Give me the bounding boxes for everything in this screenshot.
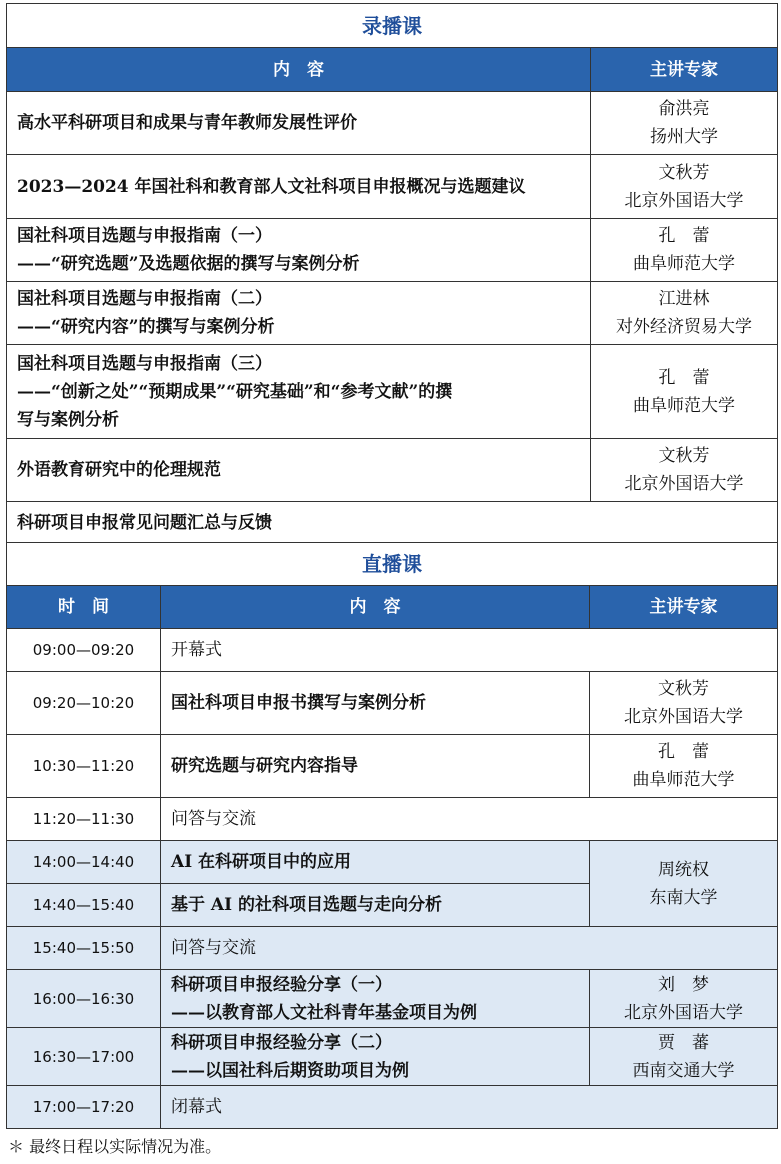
content-line: ——“研究内容”的撰写与案例分析 bbox=[17, 317, 275, 337]
speaker-cell bbox=[591, 282, 778, 345]
content-line: 国社科项目选题与申报指南（三） bbox=[17, 353, 272, 374]
speaker-cell bbox=[591, 92, 778, 155]
table-row bbox=[7, 155, 778, 219]
time-cell: 16:00—16:30 bbox=[7, 970, 161, 1028]
speaker-name: 周统权 bbox=[658, 859, 709, 880]
content-line: 写与案例分析 bbox=[17, 409, 119, 430]
table-row bbox=[7, 629, 778, 672]
speaker-cell bbox=[590, 1028, 778, 1086]
course-content bbox=[7, 92, 591, 155]
content-line: 科研项目申报经验分享（一） bbox=[171, 974, 392, 995]
time-cell: 09:00—09:20 bbox=[7, 629, 161, 672]
recorded-table bbox=[6, 3, 778, 544]
table-row bbox=[7, 970, 778, 1028]
table-row bbox=[7, 439, 778, 502]
time-cell: 15:40—15:50 bbox=[7, 927, 161, 970]
content-line: ——“创新之处”“预期成果”“研究基础”和“参考文献”的撰 bbox=[17, 381, 453, 402]
time-header: 时 间 bbox=[7, 586, 161, 629]
speaker-affiliation: 曲阜师范大学 bbox=[632, 770, 735, 790]
speaker-affiliation: 西南交通大学 bbox=[632, 1060, 735, 1081]
session-content: 问答与交流 bbox=[161, 798, 778, 841]
speaker-name: 刘 梦 bbox=[658, 974, 709, 995]
content-line: ——以教育部人文社科青年基金项目为例 bbox=[171, 1002, 477, 1023]
content-line: 科研项目申报经验分享（二） bbox=[171, 1032, 392, 1053]
speaker-name: 文秋芳 bbox=[658, 446, 710, 466]
time-cell: 09:20—10:20 bbox=[7, 672, 161, 735]
content-header: 内 容 bbox=[161, 586, 590, 629]
session-content bbox=[161, 735, 590, 798]
session-content: 问答与交流 bbox=[161, 927, 778, 970]
table-row bbox=[7, 735, 778, 798]
speaker-name: 孔 蕾 bbox=[658, 226, 710, 246]
content-line: AI 在科研项目中的应用 bbox=[171, 852, 352, 872]
content-line: 国社科项目选题与申报指南（一） bbox=[17, 226, 272, 246]
time-cell: 10:30—11:20 bbox=[7, 735, 161, 798]
time-cell: 16:30—17:00 bbox=[7, 1028, 161, 1086]
session-content bbox=[161, 841, 590, 884]
speaker-affiliation: 北京外国语大学 bbox=[624, 190, 744, 211]
speaker-name: 江进林 bbox=[658, 289, 710, 309]
session-content: 闭幕式 bbox=[161, 1086, 778, 1129]
speaker-affiliation: 对外经济贸易大学 bbox=[616, 317, 752, 337]
table-row bbox=[7, 798, 778, 841]
time-cell: 11:20—11:30 bbox=[7, 798, 161, 841]
time-cell: 14:00—14:40 bbox=[7, 841, 161, 884]
content-line: 外语教育研究中的伦理规范 bbox=[17, 460, 221, 480]
table-row bbox=[7, 927, 778, 970]
session-content bbox=[161, 1028, 590, 1086]
speaker-name: 贾 蕃 bbox=[658, 1032, 709, 1053]
content-line: 2023—2024 年国社科和教育部人文社科项目申报概况与选题建议 bbox=[17, 176, 526, 197]
content-line: 高水平科研项目和成果与青年教师发展性评价 bbox=[17, 113, 357, 133]
session-content bbox=[161, 884, 590, 927]
table-row bbox=[7, 282, 778, 345]
speaker-cell bbox=[590, 970, 778, 1028]
content-line: 科研项目申报常见问题汇总与反馈 bbox=[17, 512, 272, 533]
table-row bbox=[7, 345, 778, 439]
live-table bbox=[6, 542, 778, 1129]
speaker-affiliation: 曲阜师范大学 bbox=[633, 254, 735, 274]
live-section-title: 直播课 bbox=[7, 543, 778, 586]
content-line: ——以国社科后期资助项目为例 bbox=[171, 1060, 409, 1081]
speaker-affiliation: 北京外国语大学 bbox=[624, 1002, 743, 1023]
course-content bbox=[7, 155, 591, 219]
time-cell: 14:40—15:40 bbox=[7, 884, 161, 927]
speaker-name: 俞洪亮 bbox=[658, 99, 710, 119]
speaker-affiliation: 扬州大学 bbox=[650, 127, 718, 147]
speaker-name: 孔 蕾 bbox=[658, 742, 709, 762]
live-header-row bbox=[7, 586, 778, 629]
speaker-cell bbox=[591, 155, 778, 219]
table-row bbox=[7, 219, 778, 282]
content-header: 内 容 bbox=[7, 48, 591, 92]
course-content bbox=[7, 345, 591, 439]
speaker-cell bbox=[591, 345, 778, 439]
table-row bbox=[7, 672, 778, 735]
content-line: 研究选题与研究内容指导 bbox=[171, 756, 358, 776]
course-content bbox=[7, 502, 778, 544]
speaker-name: 文秋芳 bbox=[658, 162, 710, 183]
session-content bbox=[161, 672, 590, 735]
content-line: ——“研究选题”及选题依据的撰写与案例分析 bbox=[17, 254, 360, 274]
recorded-section-title: 录播课 bbox=[7, 4, 778, 48]
table-row bbox=[7, 1086, 778, 1129]
speaker-name: 孔 蕾 bbox=[658, 367, 710, 388]
speaker-cell bbox=[590, 735, 778, 798]
speaker-cell bbox=[590, 841, 778, 927]
content-line: 国社科项目选题与申报指南（二） bbox=[17, 289, 272, 309]
speaker-affiliation: 北京外国语大学 bbox=[624, 707, 743, 727]
table-row bbox=[7, 92, 778, 155]
course-content bbox=[7, 439, 591, 502]
speaker-header: 主讲专家 bbox=[590, 586, 778, 629]
session-content: 开幕式 bbox=[161, 629, 778, 672]
speaker-cell bbox=[590, 672, 778, 735]
course-content bbox=[7, 219, 591, 282]
content-line: 国社科项目申报书撰写与案例分析 bbox=[171, 693, 426, 713]
speaker-name: 文秋芳 bbox=[658, 679, 709, 699]
speaker-cell bbox=[591, 439, 778, 502]
speaker-header: 主讲专家 bbox=[591, 48, 778, 92]
time-cell: 17:00—17:20 bbox=[7, 1086, 161, 1129]
table-row bbox=[7, 502, 778, 544]
session-content bbox=[161, 970, 590, 1028]
footnote: ＊ 最终日程以实际情况为准。 bbox=[8, 1137, 222, 1156]
speaker-cell bbox=[591, 219, 778, 282]
speaker-affiliation: 曲阜师范大学 bbox=[633, 395, 735, 416]
table-row bbox=[7, 841, 778, 884]
speaker-affiliation: 东南大学 bbox=[649, 887, 718, 908]
speaker-affiliation: 北京外国语大学 bbox=[624, 474, 744, 494]
table-row bbox=[7, 1028, 778, 1086]
course-content bbox=[7, 282, 591, 345]
live-title-row bbox=[7, 543, 778, 586]
recorded-header-row bbox=[7, 48, 778, 92]
content-line: 基于 AI 的社科项目选题与走向分析 bbox=[171, 895, 442, 915]
recorded-title-row bbox=[7, 4, 778, 48]
